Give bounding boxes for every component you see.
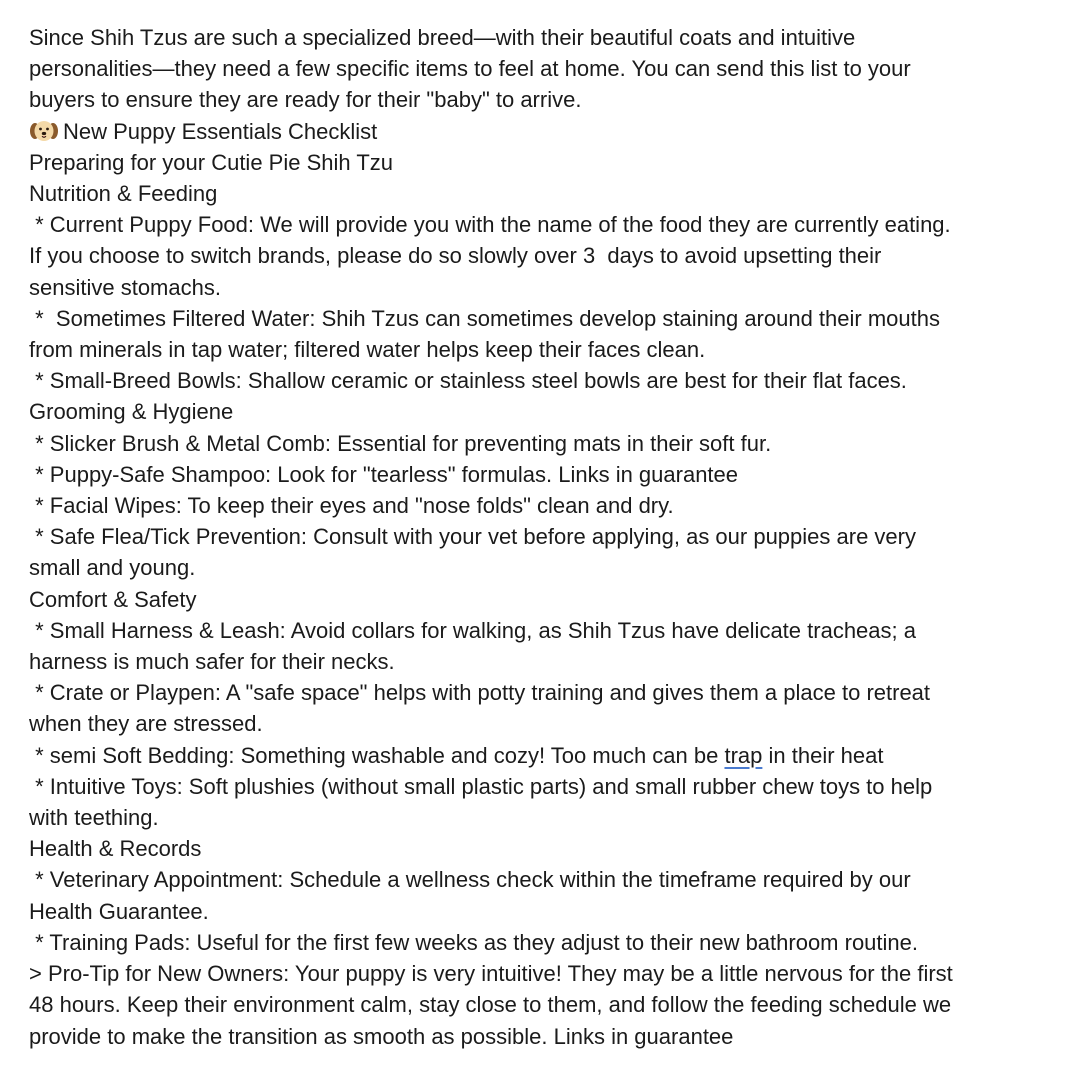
list-item	[29, 459, 1039, 490]
text-line: sensitive stomachs.	[29, 274, 221, 300]
title-text: New Puppy Essentials Checklist	[63, 118, 378, 144]
text-line: from minerals in tap water; filtered water helps keep their faces clean.	[29, 337, 706, 363]
text-line: personalities—they need a few specific items to feel at home. You can send this list to your	[29, 56, 911, 82]
text-line: * Slicker Brush & Metal Comb: Essential for preventing mats in their soft fur.	[29, 430, 772, 456]
section-heading-nutrition: Nutrition & Feeding	[29, 181, 218, 207]
checklist-title	[29, 116, 1039, 147]
section-heading-grooming: Grooming & Hygiene	[29, 399, 234, 425]
text-line: * Crate or Playpen: A "safe space" helps with potty training and gives them a place to retreat	[29, 680, 931, 706]
text-line: buyers to ensure they are ready for their "baby" to arrive.	[29, 87, 582, 113]
text-line: > Pro-Tip for New Owners: Your puppy is very intuitive! They may be a little nervous for the first	[29, 961, 953, 987]
text-segment: * semi Soft Bedding: Something washable and cozy! Too much can be	[29, 742, 725, 768]
text-line: If you choose to switch brands, please do so slowly over 3 days to avoid upsetting their	[29, 243, 882, 269]
list-item	[29, 740, 1039, 771]
text-line: * Facial Wipes: To keep their eyes and "nose folds" clean and dry.	[29, 493, 674, 519]
text-line: Since Shih Tzus are such a specialized breed—with their beautiful coats and intuitive	[29, 25, 856, 50]
text-line: * Puppy-Safe Shampoo: Look for "tearless" formulas. Links in guarantee	[29, 461, 739, 487]
text-line: Health Guarantee.	[29, 898, 209, 924]
list-item	[29, 303, 1039, 365]
list-item	[29, 521, 1039, 583]
list-item	[29, 864, 1039, 926]
list-item	[29, 490, 1039, 521]
text-line: * Small-Breed Bowls: Shallow ceramic or stainless steel bowls are best for their flat faces.	[29, 368, 907, 394]
pro-tip-paragraph	[29, 958, 1039, 1052]
text-line: * Intuitive Toys: Soft plushies (without small plastic parts) and small rubber chew toys to help	[29, 773, 933, 799]
dog-face-icon	[29, 120, 59, 142]
text-line: small and young.	[29, 555, 196, 581]
text-segment: in their heat	[762, 742, 884, 768]
text-line: * Safe Flea/Tick Prevention: Consult with your vet before applying, as our puppies are very	[29, 524, 916, 550]
text-line: * Sometimes Filtered Water: Shih Tzus can sometimes develop staining around their mouths	[29, 305, 940, 331]
section-heading-comfort: Comfort & Safety	[29, 586, 197, 612]
list-item	[29, 365, 1039, 396]
spellcheck-underlined-word[interactable]: trap	[724, 742, 763, 768]
list-item	[29, 615, 1039, 677]
text-line: provide to make the transition as smooth as possible. Links in guarantee	[29, 1023, 734, 1049]
text-line: * Veterinary Appointment: Schedule a wellness check within the timeframe required by our	[29, 867, 911, 893]
text-line: with teething.	[29, 805, 159, 831]
subtitle: Preparing for your Cutie Pie Shih Tzu	[29, 149, 393, 175]
text-line: when they are stressed.	[29, 711, 263, 737]
list-item	[29, 209, 1039, 303]
list-item	[29, 428, 1039, 459]
list-item	[29, 771, 1039, 833]
text-line: * Training Pads: Useful for the first few weeks as they adjust to their new bathroom routine.	[29, 929, 919, 955]
text-line: harness is much safer for their necks.	[29, 649, 395, 675]
document-body	[29, 22, 1039, 1052]
list-item	[29, 927, 1039, 958]
text-line: * Current Puppy Food: We will provide you with the name of the food they are currently eating.	[29, 212, 951, 238]
text-line: * Small Harness & Leash: Avoid collars for walking, as Shih Tzus have delicate tracheas; a	[29, 617, 916, 643]
text-line: 48 hours. Keep their environment calm, stay close to them, and follow the feeding schedule we	[29, 992, 952, 1018]
intro-paragraph	[29, 22, 1039, 116]
list-item	[29, 677, 1039, 739]
section-heading-health: Health & Records	[29, 836, 202, 862]
